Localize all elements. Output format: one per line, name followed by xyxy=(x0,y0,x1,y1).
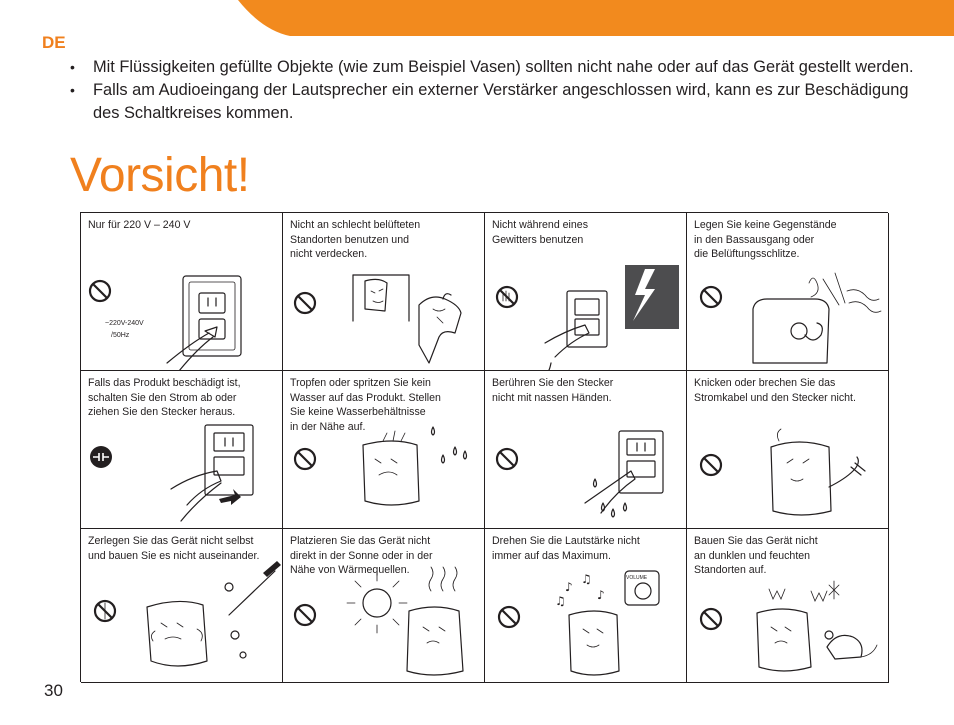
warning-cell-damp xyxy=(687,529,889,683)
prohibition-icon xyxy=(497,449,517,469)
warning-cell-bass-port xyxy=(687,213,889,371)
warning-cell-cable xyxy=(687,371,889,529)
screwdriver-illustration xyxy=(81,529,283,683)
warning-caption: Nicht während eines Gewitters benutzen xyxy=(492,219,588,246)
volume-label: VOLUME xyxy=(626,575,648,581)
warning-caption: Tropfen oder spritzen Sie kein Wasser auf das Produkt. Stellen Sie keine Wasserbehältnisse in der Nähe auf. xyxy=(290,377,441,433)
warning-caption: Falls das Produkt beschädigt ist, schalten Sie den Strom ab oder ziehen Sie den Stecker heraus. xyxy=(88,377,241,419)
notice-list xyxy=(68,56,928,125)
prohibition-icon xyxy=(701,287,721,307)
lightning-socket-illustration xyxy=(485,213,687,371)
svg-text:♪: ♪ xyxy=(597,588,605,602)
warning-cell-ventilation xyxy=(283,213,485,371)
warning-caption: Legen Sie keine Gegenstände in den Bassausgang oder die Belüftungsschlitze. xyxy=(694,219,837,261)
damp-mouse-illustration xyxy=(687,529,889,683)
prohibition-icon xyxy=(499,607,519,627)
bent-cable-illustration xyxy=(687,371,889,529)
notice-item: • Falls am Audioeingang der Lautsprecher ein externer Verstärker angeschlossen wird, kann es zur Beschädigung des Schaltkreises kommen. xyxy=(68,79,928,125)
wall-socket-illustration xyxy=(81,213,283,371)
warning-cell-water xyxy=(283,371,485,529)
water-drops-illustration xyxy=(283,371,485,529)
warning-caption: Drehen Sie die Lautstärke nicht immer auf das Maximum. xyxy=(492,535,640,562)
volume-knob-illustration xyxy=(485,529,687,683)
page-number: 30 xyxy=(44,681,63,700)
prohibition-icon xyxy=(90,281,110,301)
unplug-icon xyxy=(90,446,112,468)
warning-cell-damaged xyxy=(81,371,283,529)
prohibition-icon xyxy=(295,449,315,469)
warning-caption: Nur für 220 V – 240 V xyxy=(88,219,191,231)
language-tag: DE xyxy=(42,33,66,52)
prohibition-icon xyxy=(701,609,721,629)
warning-caption: Berühren Sie den Stecker nicht mit nassen Händen. xyxy=(492,377,614,404)
no-touch-icon xyxy=(497,287,517,307)
unplug-illustration xyxy=(81,371,283,529)
page-title: Vorsicht! xyxy=(70,149,250,202)
sun-heat-illustration xyxy=(283,529,485,683)
warning-caption: Nicht an schlecht belüfteten Standorten benutzen und nicht verdecken. xyxy=(290,219,421,261)
frequency-label: /50Hz xyxy=(111,332,130,339)
prohibition-icon xyxy=(295,605,315,625)
warning-cell-volume xyxy=(485,529,687,683)
wet-hand-illustration xyxy=(485,371,687,529)
warning-cell-thunderstorm xyxy=(485,213,687,371)
svg-text:♪: ♪ xyxy=(565,580,573,594)
notice-item: • Mit Flüssigkeiten gefüllte Objekte (wie zum Beispiel Vasen) sollten nicht nahe oder auf das Gerät gestellt werden. xyxy=(68,56,928,79)
covered-speaker-illustration xyxy=(283,213,485,371)
warning-caption: Bauen Sie das Gerät nicht an dunklen und feuchten Standorten auf. xyxy=(694,535,818,577)
svg-text:♫: ♫ xyxy=(581,572,592,586)
svg-text:♫: ♫ xyxy=(555,594,566,608)
prohibition-icon xyxy=(701,455,721,475)
warning-caption: Zerlegen Sie das Gerät nicht selbst und bauen Sie es nicht auseinander. xyxy=(88,535,260,562)
warning-caption: Knicken oder brechen Sie das Stromkabel und den Stecker nicht. xyxy=(694,377,856,404)
warning-grid xyxy=(80,212,888,682)
warning-cell-wet-hands xyxy=(485,371,687,529)
top-banner xyxy=(0,0,954,36)
prohibition-icon xyxy=(295,293,315,313)
warning-caption: Platzieren Sie das Gerät nicht direkt in der Sonne oder in der Nähe von Wärmequellen. xyxy=(290,535,433,577)
speaker-objects-illustration xyxy=(687,213,889,371)
voltage-label: ~220V-240V xyxy=(105,320,144,327)
warning-cell-disassemble xyxy=(81,529,283,683)
warning-cell-voltage xyxy=(81,213,283,371)
no-disassemble-icon xyxy=(95,601,115,621)
warning-cell-heat xyxy=(283,529,485,683)
